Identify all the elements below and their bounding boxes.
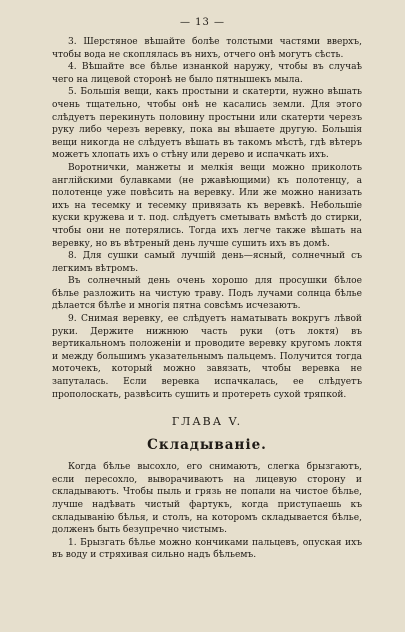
paragraph: 5. Большія вещи, какъ простыни и скатерти, нужно вѣшать очень тщательно, чтобы онѣ не касались земли. Для этого слѣдуетъ перекинуть половину простыни или скатерти черезъ руку либо черезъ веревку, пока вы вѣшаете другую. Большія вещи никогда не слѣдуетъ вѣшать въ такомъ мѣстѣ, гдѣ вѣтеръ можетъ хлопать ихъ о стѣну или дерево и испачкать ихъ. [52, 87, 362, 161]
paragraph: 1. Брызгать бѣлье можно кончиками пальцевъ, опуская ихъ въ воду и стряхивая сильно надъ бѣльемъ. [52, 537, 362, 561]
chapter-label: ГЛАВА V. [171, 415, 243, 429]
paragraph: 8. Для сушки самый лучшій день—ясный, солнечный съ легкимъ вѣтромъ. [52, 251, 362, 274]
paragraph: Когда бѣлье высохло, его снимаютъ, слегка брызгаютъ, если пересохло, выворачиваютъ на лицевую сторону и складываютъ. Чтобы пыль и грязь не попали на чистое бѣлье, лучше надѣвать чистый фартукъ, когда приступаешь къ складыванію бѣлья, и столъ, на которомъ складывается бѣлье, долженъ быть безупречно чистымъ. [52, 462, 362, 536]
paragraph: 4. Вѣшайте все бѣлье изнанкой наружу, чтобы въ случаѣ чего на лицевой сторонѣ не было пятнышекъ мыла. [52, 62, 362, 85]
page-body [52, 36, 362, 562]
paragraph: Воротнички, манжеты и мелкія вещи можно приколоть англійскими булавками (не ржавѣющими) къ полотенцу, а полотенце уже повѣсить на веревку. Или же можно нанизать ихъ на тесемку и тесемку привязать къ веревкѣ. Небольшіе куски кружева и т. под. слѣдуетъ сметывать вмѣстѣ до стирки, чтобы они не потерялись. Тогда ихъ легче также вѣшать на веревку, но въ вѣтреный день лучше сушить ихъ въ домѣ. [52, 162, 362, 249]
page-number: — 13 — [179, 17, 226, 28]
paragraph: 3. Шерстяное вѣшайте болѣе толстыми частями вверхъ, чтобы вода не скоплялась въ нихъ, отчего онѣ могутъ сѣсть. [52, 37, 362, 60]
paragraph: Въ солнечный день очень хорошо для просушки бѣлое бѣлье разложить на чистую траву. Подъ лучами солнца бѣлье дѣлается бѣлѣе и многія пятна совсѣмъ исчезаютъ. [52, 276, 362, 312]
chapter-title: Складываніе. [147, 437, 267, 454]
paragraph: 9. Снимая веревку, ее слѣдуетъ наматывать вокругъ лѣвой руки. Держите нижнюю часть руки (отъ локтя) въ вертикальномъ положеніи и проводите веревку кругомъ локтя и между большимъ указательнымъ пальцемъ. Получится тогда моточекъ, который можно завязать, чтобы веревка не запуталась. Если веревка испачкалась, ее слѣдуетъ прополоскать, развѣсить сушить и протереть сухой тряпкой. [52, 314, 362, 400]
